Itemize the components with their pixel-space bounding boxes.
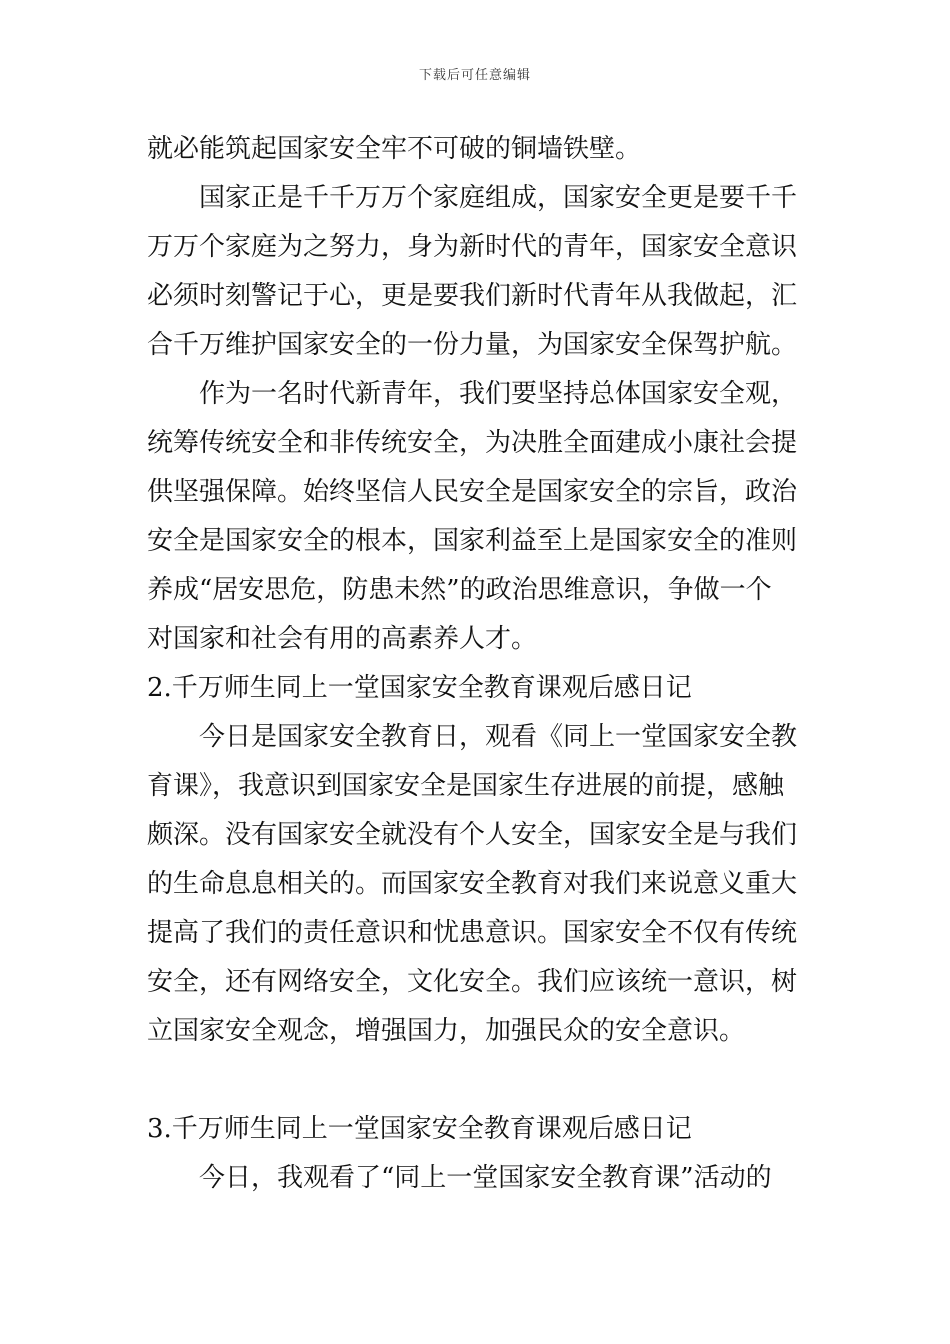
section-heading: 3.千万师生同上一堂国家安全教育课观后感日记 — [147, 1114, 692, 1144]
text-line: 对国家和社会有用的高素养人才。 — [147, 624, 538, 654]
page-header: 下载后可任意编辑 — [418, 68, 531, 83]
paragraph-first-line: 作为一名时代新青年，我们要坚持总体国家安全观， — [199, 379, 798, 409]
text-line: 就必能筑起国家安全牢不可破的铜墙铁壁。 — [147, 134, 642, 164]
section-heading: 2.千万师生同上一堂国家安全教育课观后感日记 — [147, 673, 692, 703]
text-line: 统筹传统安全和非传统安全，为决胜全面建成小康社会提 — [147, 428, 798, 458]
text-line: 必须时刻警记于心，更是要我们新时代青年从我做起，汇 — [147, 281, 798, 311]
paragraph-first-line: 今日，我观看了“同上一堂国家安全教育课”活动的 — [199, 1163, 772, 1193]
text-line: 安全是国家安全的根本，国家利益至上是国家安全的准则 — [147, 526, 798, 556]
blank-line — [147, 1056, 807, 1105]
text-line: 养成“居安思危，防患未然”的政治思维意识，争做一个 — [147, 575, 772, 605]
text-line: 提高了我们的责任意识和忧患意识。国家安全不仅有传统 — [147, 918, 798, 948]
text-line: 育课》，我意识到国家安全是国家生存进展的前提，感触 — [147, 771, 785, 801]
text-line: 万万个家庭为之努力，身为新时代的青年，国家安全意识 — [147, 232, 798, 262]
paragraph-first-line: 今日是国家安全教育日，观看《同上一堂国家安全教 — [199, 722, 798, 752]
text-line: 供坚强保障。始终坚信人民安全是国家安全的宗旨，政治 — [147, 477, 798, 507]
text-line: 的生命息息相关的。而国家安全教育对我们来说意义重大 — [147, 869, 798, 899]
text-line: 合千万维护国家安全的一份力量，为国家安全保驾护航。 — [147, 330, 798, 360]
text-line: 安全，还有网络安全，文化安全。我们应该统一意识，树 — [147, 967, 798, 997]
text-line: 立国家安全观念，增强国力，加强民众的安全意识。 — [147, 1016, 746, 1046]
paragraph-first-line: 国家正是千千万万个家庭组成，国家安全更是要千千 — [199, 183, 798, 213]
document-body — [147, 125, 807, 1203]
text-line: 颇深。没有国家安全就没有个人安全，国家安全是与我们 — [147, 820, 798, 850]
